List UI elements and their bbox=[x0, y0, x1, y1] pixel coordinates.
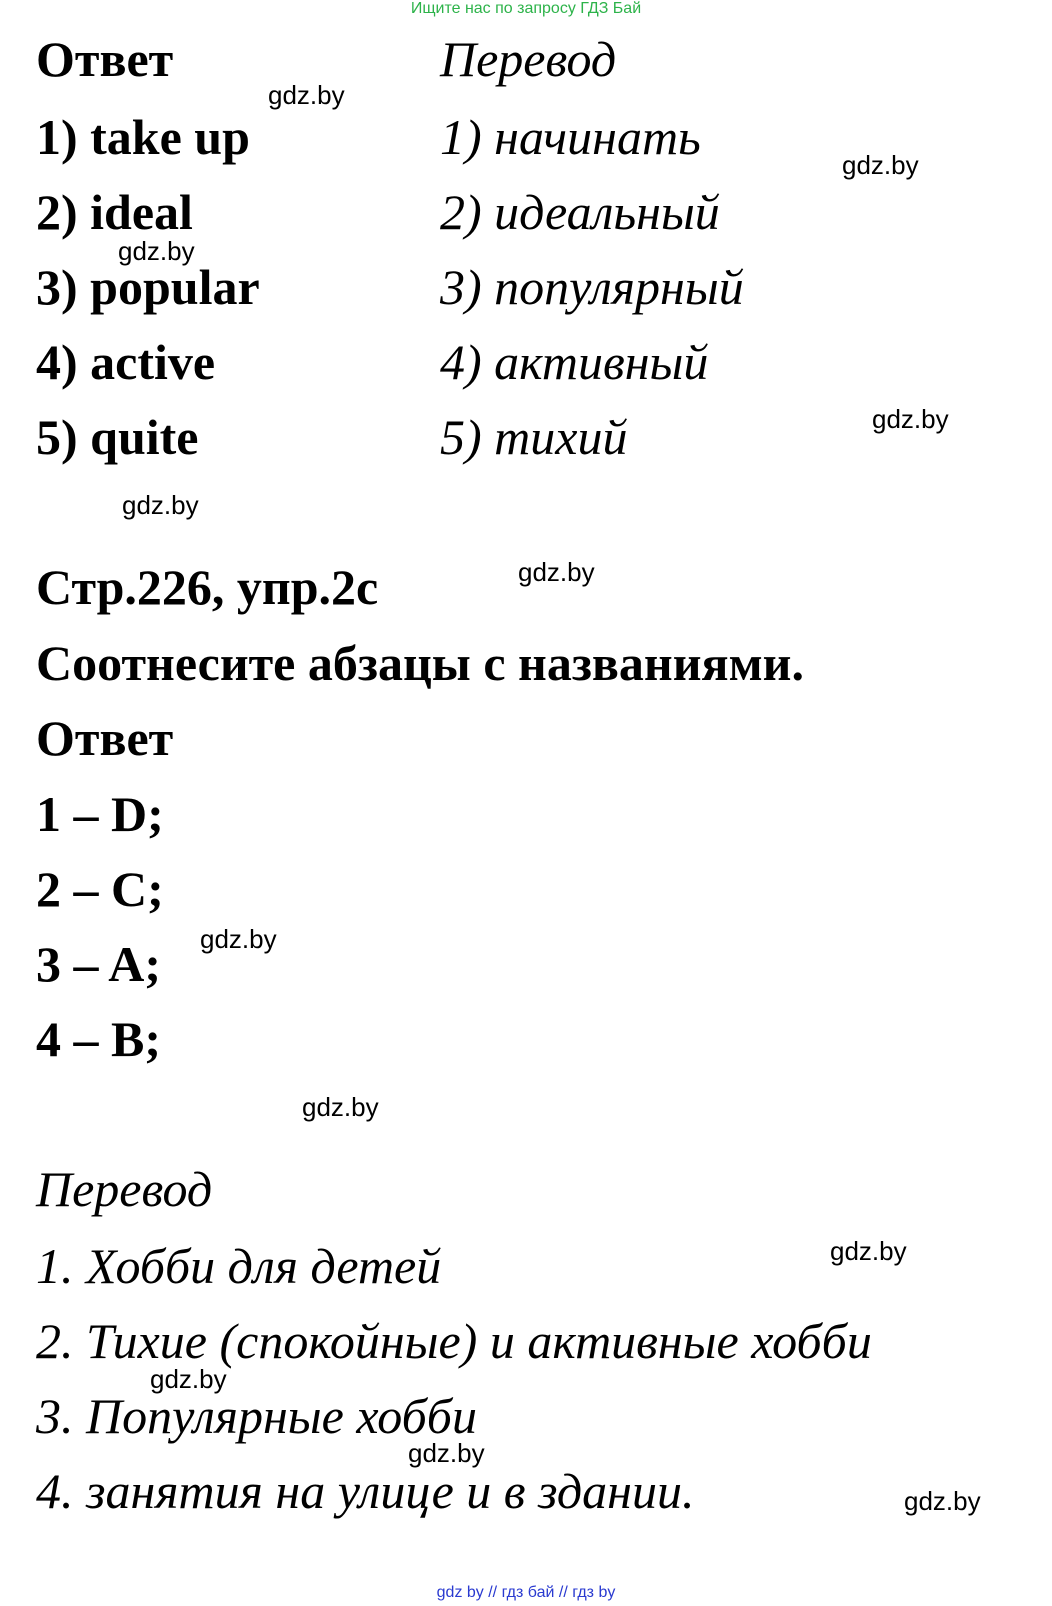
answer-item: 5) quite bbox=[36, 409, 199, 465]
translation-item: 2) идеальный bbox=[440, 184, 720, 240]
watermark: gdz.by bbox=[518, 557, 595, 587]
footer-links: gdz by // гдз бай // гдз by bbox=[436, 1584, 616, 1601]
watermark: gdz.by bbox=[904, 1486, 981, 1516]
answer-heading-2: Ответ bbox=[36, 710, 174, 766]
translation-item: 5) тихий bbox=[440, 409, 628, 465]
match-item: 1 – D; bbox=[36, 786, 164, 842]
watermark: gdz.by bbox=[118, 236, 195, 266]
answer-item: 4) active bbox=[36, 334, 216, 390]
exercise-instruction: Соотнесите абзацы с названиями. bbox=[36, 635, 804, 691]
answer-heading: Ответ bbox=[36, 31, 174, 87]
exercise-title: Стр.226, упр.2с bbox=[36, 559, 379, 615]
translation-heading: Перевод bbox=[440, 31, 617, 87]
answer-item: 2) ideal bbox=[36, 184, 193, 240]
translation-heading-2: Перевод bbox=[36, 1161, 213, 1217]
watermark: gdz.by bbox=[150, 1364, 227, 1394]
watermark: gdz.by bbox=[200, 924, 277, 954]
watermark: gdz.by bbox=[842, 150, 919, 180]
translation-item: 3) популярный bbox=[440, 259, 744, 315]
translation-item: 1) начинать bbox=[440, 109, 701, 165]
translation-title-item: 1. Хобби для детей bbox=[36, 1238, 442, 1294]
answer-item: 1) take up bbox=[36, 109, 250, 165]
answer-item: 3) popular bbox=[36, 259, 260, 315]
translation-title-item: 2. Тихие (спокойные) и активные хобби bbox=[36, 1313, 872, 1369]
match-item: 4 – B; bbox=[36, 1011, 161, 1067]
match-item: 2 – C; bbox=[36, 861, 164, 917]
watermark: gdz.by bbox=[268, 80, 345, 110]
translation-title-item: 4. занятия на улице и в здании. bbox=[36, 1463, 695, 1519]
match-item: 3 – A; bbox=[36, 936, 161, 992]
translation-item: 4) активный bbox=[440, 334, 709, 390]
watermark: gdz.by bbox=[122, 490, 199, 520]
watermark: gdz.by bbox=[302, 1092, 379, 1122]
watermark: gdz.by bbox=[872, 404, 949, 434]
translation-title-item: 3. Популярные хобби bbox=[36, 1388, 477, 1444]
top-banner: Ищите нас по запросу ГДЗ Бай bbox=[410, 0, 642, 17]
watermark: gdz.by bbox=[830, 1236, 907, 1266]
watermark: gdz.by bbox=[408, 1438, 485, 1468]
